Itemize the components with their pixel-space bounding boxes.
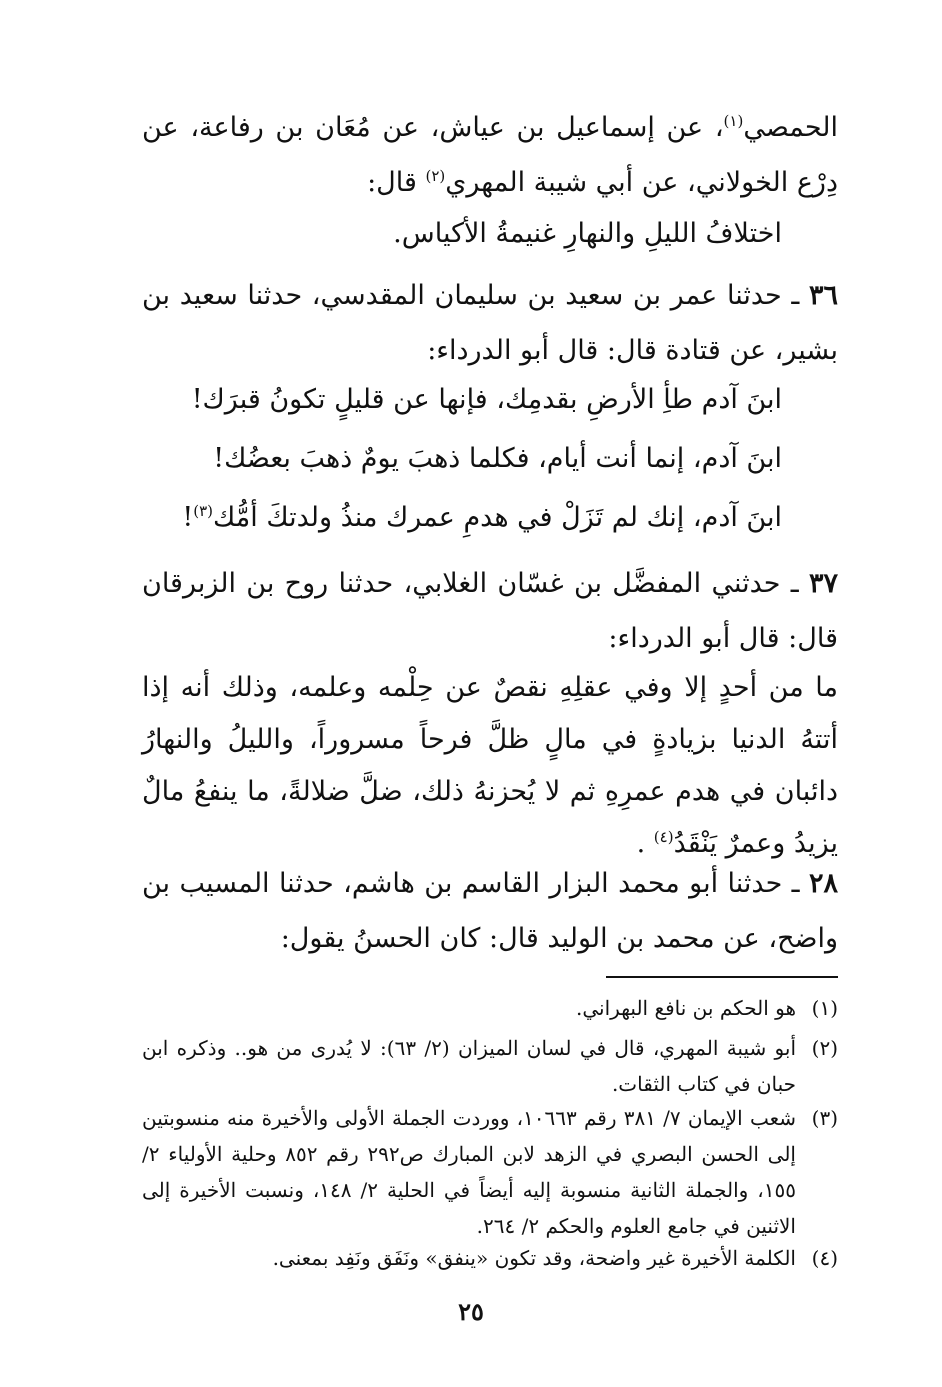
footnote-number: (٢)	[811, 1036, 838, 1060]
narration-number: ٣٦	[808, 280, 838, 311]
quote-37	[142, 662, 838, 870]
quote-36-line-1: ابنَ آدم طأِ الأرضِ بقدمِك، فإنها عن قليلٍ تكونُ قبرَك!	[191, 384, 782, 415]
footnote-text: الكلمة الأخيرة غير واضحة، وقد تكون «ينفق» ونَفَق ونَفِد بمعنى.	[272, 1246, 796, 1270]
paragraph-35-chain	[142, 100, 838, 210]
footnote-number: (٤)	[811, 1246, 838, 1270]
narration-number: ٣٧	[808, 568, 838, 599]
footnote-ref-1[interactable]: (١)	[723, 112, 744, 130]
footnote-text: شعب الإيمان ٧/ ٣٨١ رقم ١٠٦٦٣، ووردت الجملة الأولى والأخيرة منه منسوبتين إلى الحسن البصري في الزهد لابن المبارك ص٢٩٢ رقم ٨٥٢ وحلية الأولياء ٢/ ١٥٥، والجملة الثانية منسوبة إليه أيضاً في الحلية ٢/ ١٤٨، ونسبت الأخيرة إلى الاثنين في جامع العلوم والحكم ٢/ ٢٦٤.	[142, 1106, 796, 1238]
quote-37-end: .	[636, 828, 654, 859]
narration-text: ـ حدثنا عمر بن سعيد بن سليمان المقدسي، حدثنا سعيد بن بشير، عن قتادة قال: قال أبو الدرداء:	[142, 280, 838, 366]
footnote-text: أبو شيبة المهري، قال في لسان الميزان (٢/ ٦٣): لا يُدرى من هو.. وذكره ابن حبان في كتاب الثقات.	[142, 1036, 796, 1096]
quote-36-line-3-end: !	[182, 502, 194, 533]
quote-36-line-2: ابنَ آدم، إنما أنت أيام، فكلما ذهبَ يومٌ ذهبَ بعضُك!	[213, 443, 782, 474]
paragraph-36	[142, 268, 838, 378]
narration-text: ـ حدثنا أبو محمد البزار القاسم بن هاشم، حدثنا المسيب بن واضح، عن محمد بن الوليد قال: كان الحسنُ يقول:	[142, 868, 838, 954]
paragraph-37	[142, 556, 838, 666]
footnote-number: (١)	[811, 996, 838, 1020]
footnote-4	[142, 1240, 838, 1276]
narration-number: ٢٨	[808, 868, 838, 899]
page-number: ٢٥	[458, 1297, 484, 1326]
quote-36-line-3	[142, 496, 782, 540]
footnote-number: (٣)	[811, 1106, 838, 1130]
footnote-1	[142, 990, 838, 1026]
quote-35: اختلافُ الليلِ والنهارِ غنيمةُ الأكياس.	[393, 218, 782, 249]
footnote-3	[142, 1100, 838, 1244]
footnote-ref-4[interactable]: (٤)	[653, 828, 674, 846]
narration-text: ـ حدثني المفضَّل بن غسّان الغلابي، حدثنا روح بن الزبرقان قال: قال أبو الدرداء:	[142, 568, 838, 654]
footnote-2	[142, 1030, 838, 1102]
quote-36-line-3-text: ابنَ آدم، إنك لم تَزَلْ في هدمِ عمرك منذُ ولدتكَ أمُّك	[213, 502, 782, 533]
footnote-text: هو الحكم بن نافع البهراني.	[576, 996, 796, 1020]
chain-text-a: الحمصي	[743, 112, 838, 143]
footnote-ref-2[interactable]: (٢)	[425, 167, 446, 185]
paragraph-38	[142, 856, 838, 966]
quote-37-text: ما من أحدٍ إلا وفي عقلِهِ نقصٌ عن حِلْمه وعلمه، وذلك أنه إذا أتتهُ الدنيا بزيادةٍ في مالٍ ظلَّ فرحاً مسروراً، والليلُ والنهارُ دائبان في هدم عمرِهِ ثم لا يُحزنهُ ذلك، ضلَّ ضلالةً، ما ينفعُ مالٌ يزيدُ وعمرٌ يَنْقَدُ	[142, 672, 838, 859]
chain-text-c: قال:	[367, 167, 426, 198]
chain-text-b: ، عن إسماعيل بن عياش، عن مُعَان بن رفاعة، عن دِرْع الخولاني، عن أبي شيبة المهري	[142, 112, 838, 198]
footnote-separator	[606, 976, 838, 978]
footnote-ref-3[interactable]: (٣)	[193, 502, 214, 520]
